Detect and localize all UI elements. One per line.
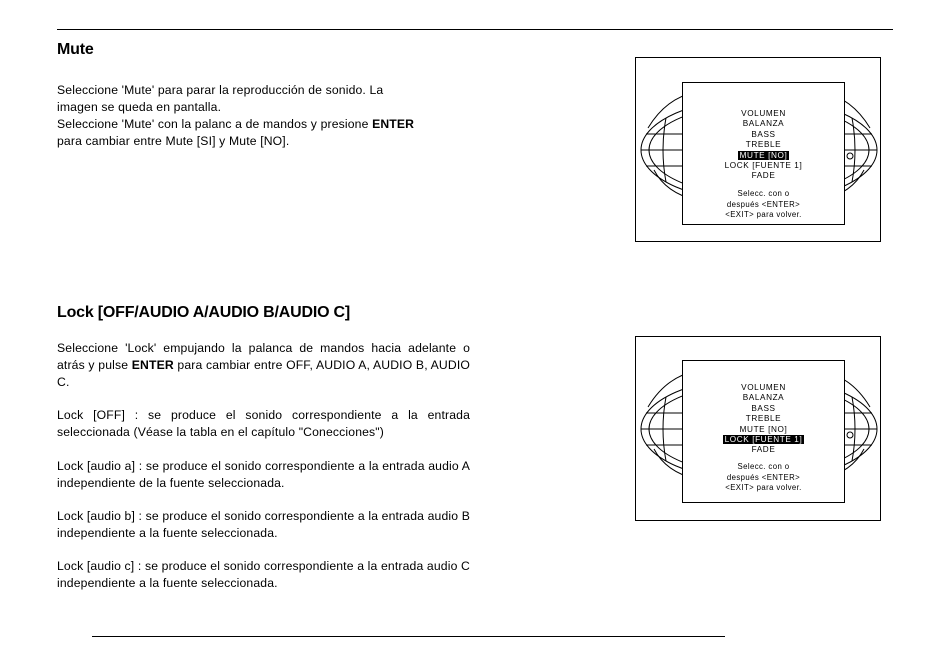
osd-item-fade[interactable]: FADE xyxy=(751,171,776,181)
mute-heading: Mute xyxy=(57,41,94,58)
osd-item-treble[interactable]: TREBLE xyxy=(745,414,782,424)
osd-item-bass[interactable]: BASS xyxy=(751,403,776,413)
mute-line-4: para cambiar entre Mute [SI] y Mute [NO]. xyxy=(57,134,290,148)
mute-enter-key: ENTER xyxy=(372,117,415,131)
osd-menu-list xyxy=(683,383,844,456)
osd-item-lock[interactable]: LOCK [FUENTE 1] xyxy=(724,161,803,171)
mute-line-1: Seleccione 'Mute' para parar la reproducción de sonido. La xyxy=(57,83,384,97)
osd-item-volumen[interactable]: VOLUMEN xyxy=(741,383,786,392)
lock-enter-key: ENTER xyxy=(131,358,174,372)
osd-menu-list xyxy=(683,109,844,182)
osd-figure-lock xyxy=(635,336,881,521)
osd-item-lock[interactable]: LOCK [FUENTE 1] xyxy=(724,435,803,445)
osd-item-volumen[interactable]: VOLUMEN xyxy=(741,109,786,118)
bottom-rule xyxy=(92,636,725,637)
mute-line-2: imagen se queda en pantalla. xyxy=(57,100,222,114)
osd-item-mute[interactable]: MUTE [NO] xyxy=(739,150,788,160)
lock-off-paragraph: Lock [OFF] : se produce el sonido correspondiente a la entrada seleccionada (Véase la tabla en el capítulo "Conecciones") xyxy=(57,408,470,439)
osd-menu-panel xyxy=(682,82,845,225)
osd-help-text: Selecc. con o después <ENTER> <EXIT> para volver. xyxy=(725,189,802,220)
osd-help-text: Selecc. con o después <ENTER> <EXIT> para volver. xyxy=(725,462,802,493)
osd-figure-mute xyxy=(635,57,881,242)
lock-audio-a-paragraph: Lock [audio a] : se produce el sonido correspondiente a la entrada audio A independiente de la fuente seleccionada. xyxy=(57,459,470,490)
osd-item-balanza[interactable]: BALANZA xyxy=(742,393,785,403)
osd-menu-panel xyxy=(682,360,845,503)
osd-item-mute[interactable]: MUTE [NO] xyxy=(739,424,788,434)
osd-item-balanza[interactable]: BALANZA xyxy=(742,119,785,129)
osd-item-bass[interactable]: BASS xyxy=(751,129,776,139)
osd-item-fade[interactable]: FADE xyxy=(751,445,776,455)
lock-audio-c-paragraph: Lock [audio c] : se produce el sonido correspondiente a la entrada audio C independiente a la fuente seleccionada. xyxy=(57,559,470,590)
mute-line-3: Seleccione 'Mute' con la palanc a de mandos y presione xyxy=(57,117,373,131)
lock-intro: Seleccione 'Lock' empujando la palanca de mandos hacia adelante o atrás y pulse ENTER para cambiar entre OFF, AUDIO A, AUDIO B, AUDIO C. xyxy=(57,341,470,389)
lock-audio-b-paragraph: Lock [audio b] : se produce el sonido correspondiente a la entrada audio B independiente a la fuente seleccionada. xyxy=(57,509,470,540)
lock-heading: Lock [OFF/AUDIO A/AUDIO B/AUDIO C] xyxy=(57,304,351,321)
mute-description xyxy=(57,82,414,150)
osd-item-treble[interactable]: TREBLE xyxy=(745,140,782,150)
top-rule xyxy=(57,29,893,30)
